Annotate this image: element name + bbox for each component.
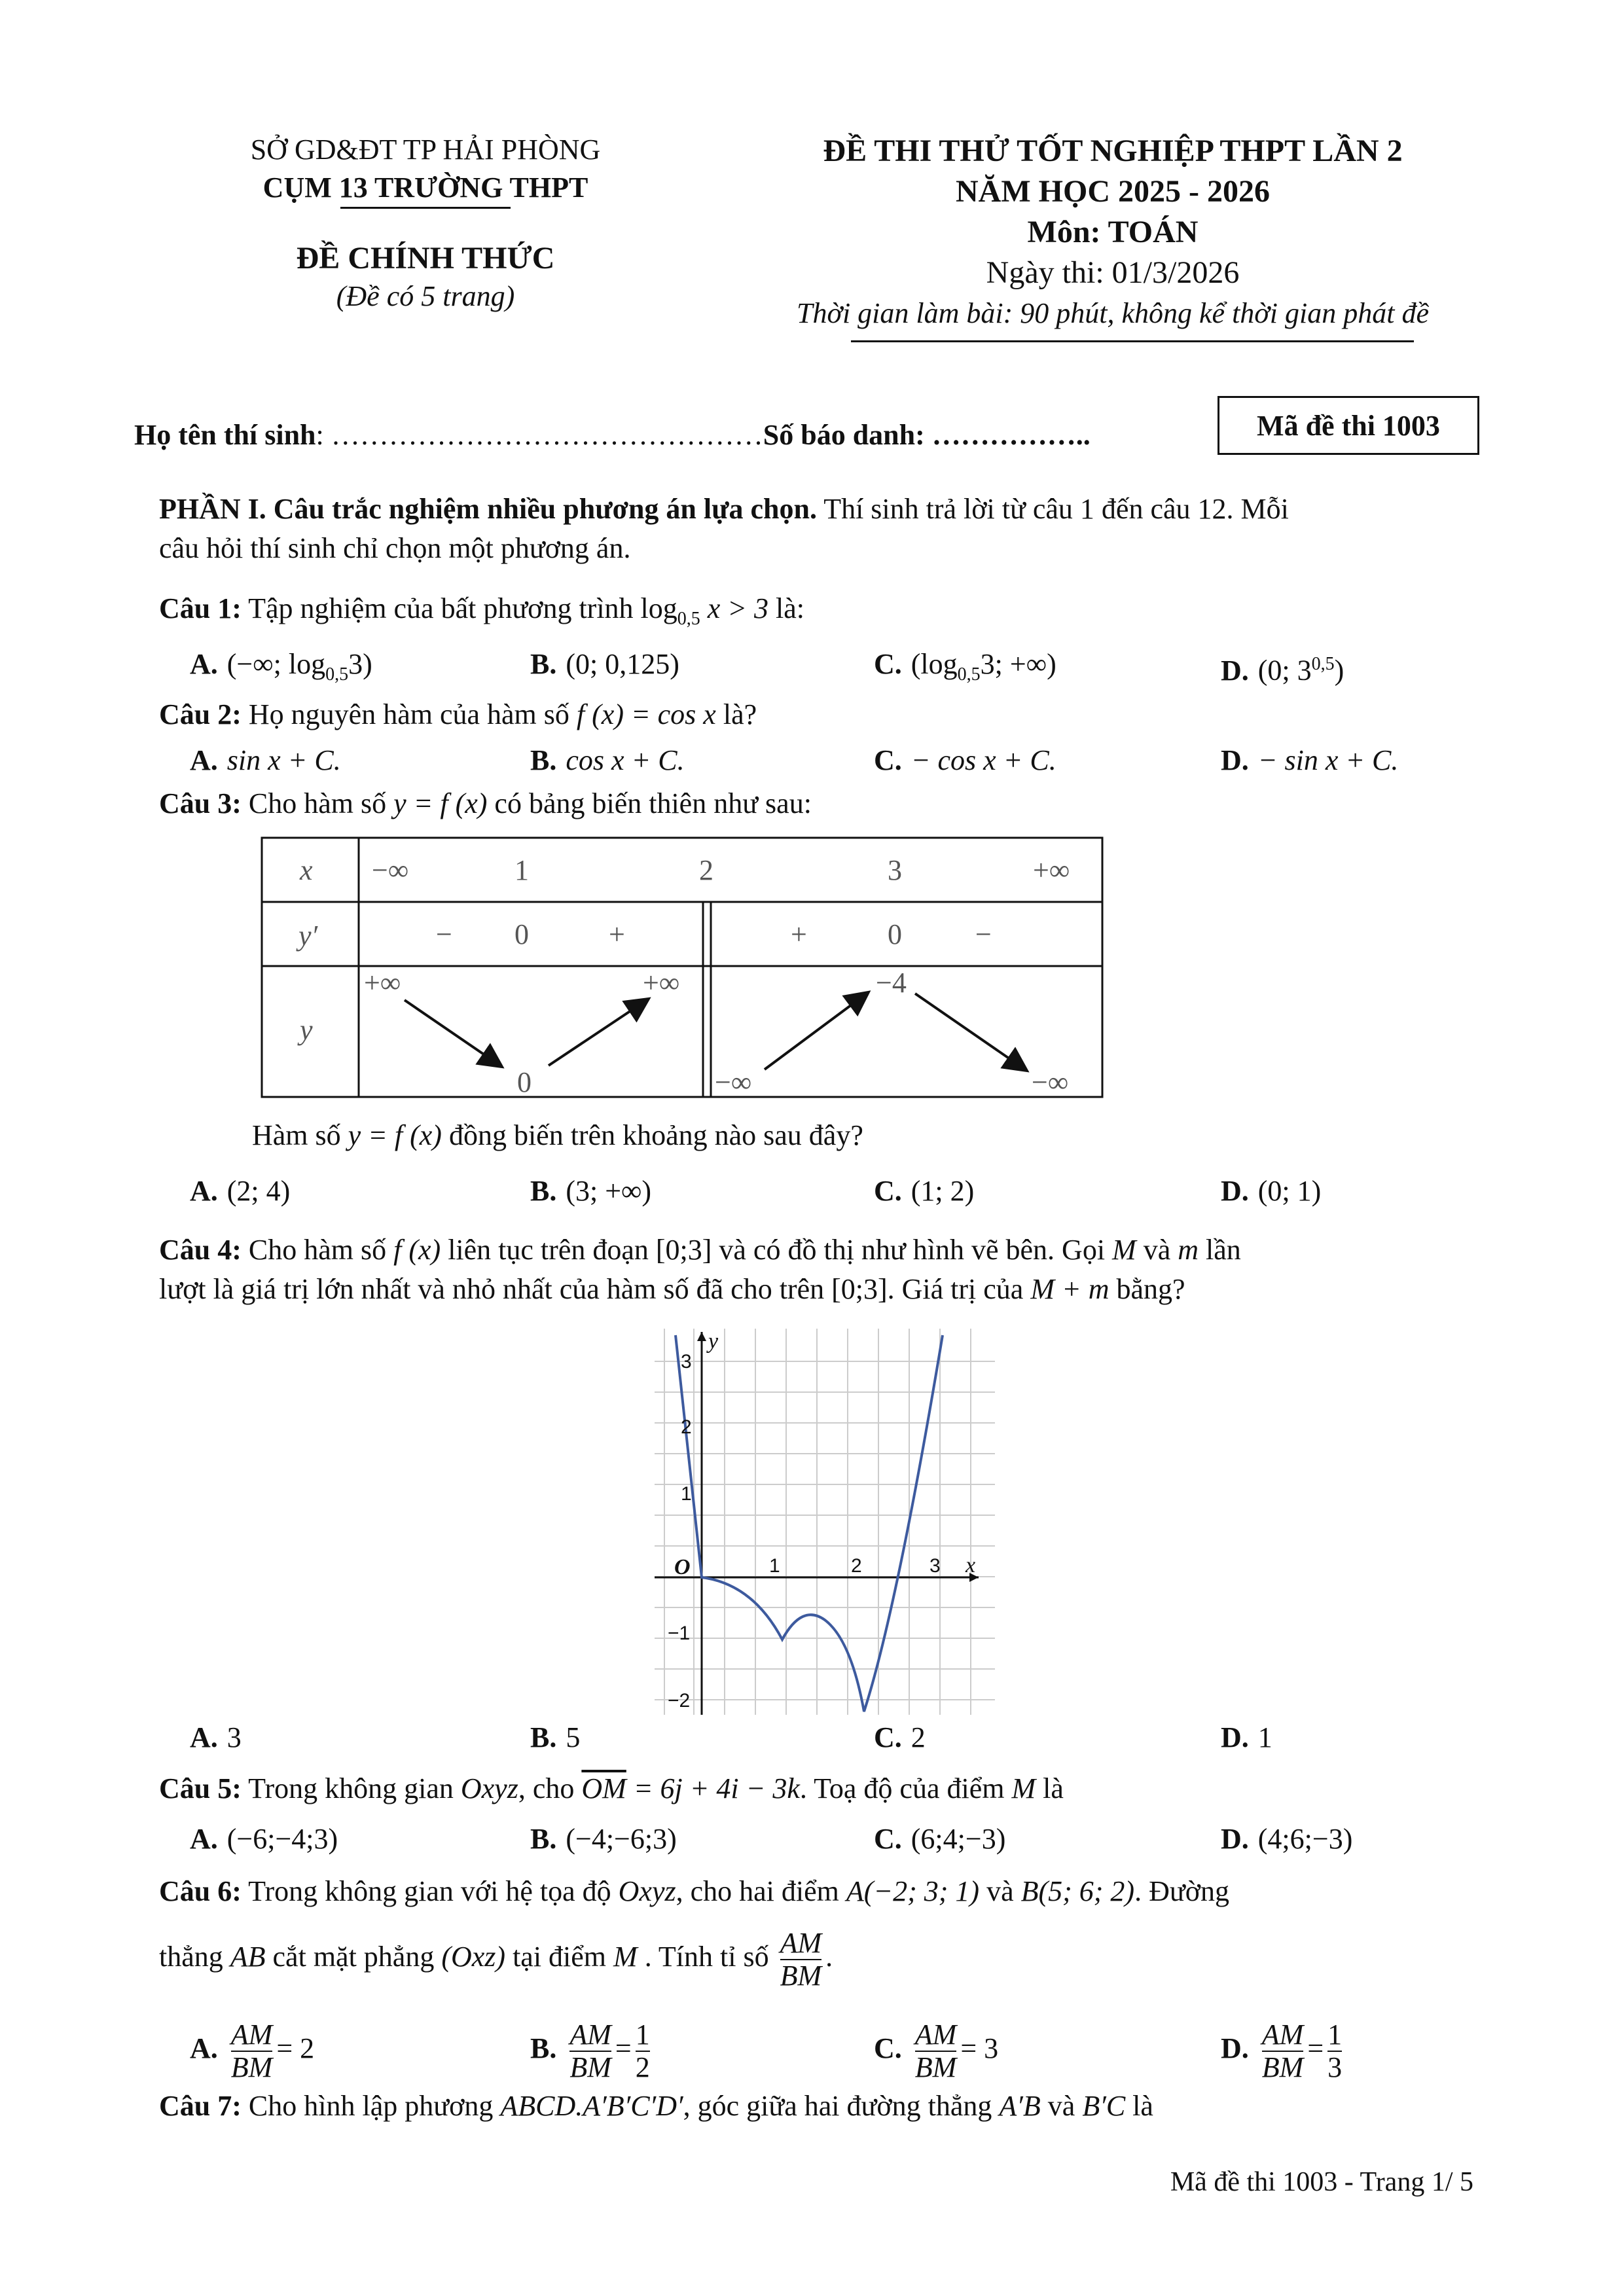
- q6-d-vnum: 1: [1327, 2018, 1343, 2051]
- vt-y-2: +∞: [643, 967, 680, 999]
- q1-a-text: (−∞; log: [226, 648, 326, 680]
- q2-c-text: − cos x + C.: [911, 744, 1056, 776]
- q6-M: M: [613, 1941, 638, 1973]
- q4-a-text: 3: [226, 1721, 242, 1753]
- q6-d-vden: 3: [1327, 2051, 1343, 2083]
- q5-mid: , cho: [518, 1772, 575, 1804]
- q1-tail: là:: [776, 592, 804, 624]
- q3-a-text: (2; 4): [226, 1175, 291, 1207]
- part1-intro-2: câu hỏi thí sinh chỉ chọn một phương án.: [159, 532, 631, 564]
- q1-a-letter: A.: [190, 648, 218, 680]
- q5-b-text: (−4;−6;3): [566, 1823, 677, 1855]
- q3-question-math: y = f (x): [348, 1119, 442, 1151]
- q5-eq: = 6j + 4i − 3k: [633, 1772, 800, 1804]
- q4-l1b: liên tục trên đoạn: [448, 1234, 649, 1266]
- q4-m: m: [1178, 1234, 1199, 1266]
- q6-d-frac: [1262, 2019, 1304, 2083]
- q2-option-d[interactable]: [1221, 741, 1398, 780]
- q1-c-letter: C.: [874, 648, 902, 680]
- q5-tail: . Toạ độ của điểm: [799, 1772, 1005, 1804]
- q7-line2: B′C: [1082, 2090, 1126, 2122]
- q6-ratio-den: BM: [780, 1959, 822, 1992]
- graph-xtick-2: 2: [851, 1555, 862, 1577]
- official-label: ĐỀ CHÍNH THỨC: [296, 241, 555, 276]
- q3-a-letter: A.: [190, 1175, 218, 1207]
- q5-a-letter: A.: [190, 1823, 218, 1855]
- q3-tail: có bảng biến thiên như sau:: [494, 787, 812, 819]
- q1-c-tail: 3; +∞): [980, 648, 1056, 680]
- q4-a-letter: A.: [190, 1721, 218, 1753]
- q1-option-c[interactable]: [874, 645, 1056, 694]
- vt-arrow-up-1: [549, 1000, 647, 1066]
- exam-title: ĐỀ THI THỬ TỐT NGHIỆP THPT LẦN 2: [823, 134, 1403, 168]
- q2-option-b[interactable]: [530, 741, 685, 780]
- q6-stem-2: thẳng AB cắt mặt phẳng (Oxz) tại điểm M . Tính tỉ số $\frac{AM}{BM}$ .: [159, 1926, 833, 1992]
- q1-d-text: (0; 3: [1257, 654, 1312, 687]
- vt-yp-4: 0: [888, 918, 902, 950]
- q3-c-letter: C.: [874, 1175, 902, 1207]
- q6-space: Oxyz: [618, 1875, 676, 1907]
- q6-c-frac: [915, 2019, 957, 2083]
- q3-d-letter: D.: [1221, 1175, 1249, 1207]
- q1-d-tail: ): [1334, 654, 1344, 687]
- q7-mid: , góc giữa hai đường thẳng: [683, 2090, 992, 2122]
- q6-option-c[interactable]: [874, 2016, 998, 2083]
- vt-yp-label: y′: [298, 920, 318, 952]
- q3-label: Câu 3:: [159, 787, 242, 819]
- vt-y-0: +∞: [364, 967, 401, 999]
- q4-c-text: 2: [911, 1721, 926, 1753]
- q6-b-vnum: 1: [635, 2018, 650, 2051]
- candidate-line: [134, 416, 1091, 455]
- page-count-note: (Đề có 5 trang): [336, 280, 515, 312]
- q5-option-b[interactable]: [530, 1820, 677, 1859]
- q7-text: Cho hình lập phương: [248, 2090, 494, 2122]
- q6-c-letter: C.: [874, 2032, 902, 2064]
- q5-c-text: (6;4;−3): [911, 1823, 1006, 1855]
- q4-l2c: bằng?: [1116, 1273, 1185, 1305]
- q3-d-text: (0; 1): [1257, 1175, 1322, 1207]
- q3-b-text: (3; +∞): [566, 1175, 652, 1207]
- q5-text: Trong không gian: [248, 1772, 454, 1804]
- vt-y-3: −4: [876, 967, 907, 999]
- q4-b-text: 5: [566, 1721, 581, 1753]
- q7-line1: A′B: [999, 2090, 1041, 2122]
- q3-question: [252, 1116, 863, 1155]
- graph-ytick-m1: −1: [668, 1623, 691, 1644]
- vt-arrow-down-2: [915, 994, 1025, 1069]
- q2-math: f (x) = cos x: [576, 698, 716, 730]
- q1-option-b[interactable]: [530, 645, 679, 684]
- q6-d-den: BM: [1261, 2051, 1304, 2083]
- q4-l1a: Cho hàm số: [248, 1234, 387, 1266]
- q1-a-tail: 3): [348, 648, 372, 680]
- q6-option-a[interactable]: [190, 2016, 314, 2083]
- q4-b-letter: B.: [530, 1721, 557, 1753]
- vt-yp-3: +: [791, 918, 807, 950]
- q6-stem: [159, 1872, 1488, 1911]
- q3-c-text: (1; 2): [911, 1175, 975, 1207]
- department-name: SỞ GD&ĐT TP HẢI PHÒNG: [250, 134, 601, 166]
- q1-option-a[interactable]: [190, 645, 372, 694]
- q4-M: M: [1112, 1234, 1136, 1266]
- q6-a-den: BM: [230, 2051, 273, 2083]
- q3-question-text: Hàm số: [252, 1119, 341, 1151]
- q7-tail: là: [1132, 2090, 1153, 2122]
- q5-M: M: [1011, 1772, 1036, 1804]
- q6-mid: , cho hai điểm: [676, 1875, 839, 1907]
- graph-ytick-3: 3: [681, 1351, 692, 1372]
- q6-b-letter: B.: [530, 2032, 557, 2064]
- q1-b-letter: B.: [530, 648, 557, 680]
- q3-option-c[interactable]: [874, 1172, 974, 1211]
- y-axis-arrow: [697, 1332, 706, 1341]
- part1-intro: [159, 490, 1488, 568]
- q6-point-b: B(5; 6; 2): [1020, 1875, 1135, 1907]
- part1-intro-1: Thí sinh trả lời từ câu 1 đến câu 12. Mỗi: [817, 493, 1289, 525]
- q6-AB: AB: [230, 1941, 266, 1973]
- q4-option-b[interactable]: [530, 1718, 580, 1757]
- q4-d-text: 1: [1257, 1721, 1272, 1753]
- q6-b-den: BM: [569, 2051, 611, 2083]
- vt-x-label: x: [300, 854, 313, 886]
- q3-b-letter: B.: [530, 1175, 557, 1207]
- q5-option-a[interactable]: [190, 1820, 338, 1859]
- q6-b-vden: 2: [635, 2051, 650, 2083]
- q7-cube: ABCD.A′B′C′D′: [500, 2090, 683, 2122]
- q5-b-letter: B.: [530, 1823, 557, 1855]
- q6-d-value: [1327, 2019, 1342, 2083]
- q4-graph: [655, 1329, 995, 1715]
- subject: Môn: TOÁN: [1027, 215, 1199, 249]
- q1-option-d[interactable]: [1221, 645, 1344, 691]
- page-footer: Mã đề thi 1003 - Trang 1/ 5: [1170, 2167, 1473, 2197]
- q6-c-text: = 3: [960, 2032, 999, 2064]
- candidate-sbd-label: Số báo danh: ……………..: [763, 419, 1091, 451]
- q4-fx: f (x): [393, 1234, 441, 1266]
- q5-a-text: (−6;−4;3): [226, 1823, 338, 1855]
- q7-label: Câu 7:: [159, 2090, 242, 2122]
- part1-title: PHẦN I. Câu trắc nghiệm nhiều phương án lựa chọn.: [159, 493, 817, 525]
- q6-tail: . Đường: [1134, 1875, 1229, 1907]
- q5-option-c[interactable]: [874, 1820, 1005, 1859]
- q3-question-tail: đồng biến trên khoảng nào sau đây?: [448, 1119, 863, 1151]
- header-left-underline: [340, 207, 511, 209]
- graph-xtick-1: 1: [769, 1555, 780, 1577]
- graph-ytick-m2: −2: [668, 1690, 691, 1712]
- q3-option-d[interactable]: [1221, 1172, 1321, 1211]
- q6-c-num: AM: [914, 2018, 957, 2051]
- header-right: [720, 131, 1506, 334]
- q4-segment-2: [0;3]: [831, 1273, 888, 1305]
- q6-a-text: = 2: [276, 2032, 315, 2064]
- candidate-name-dots: : ………………………………………: [316, 419, 763, 451]
- q6-c-den: BM: [914, 2051, 957, 2083]
- q2-b-text: cos x + C.: [566, 744, 685, 776]
- school-year: NĂM HỌC 2025 - 2026: [956, 174, 1270, 209]
- q5-space: Oxyz: [460, 1772, 518, 1804]
- vt-yp-1: 0: [514, 918, 529, 950]
- q1-text: Tập nghiệm của bất phương trình: [248, 592, 634, 624]
- vt-arrow-up-2: [765, 994, 867, 1069]
- q2-a-text: sin x + C.: [226, 744, 341, 776]
- q2-a-letter: A.: [190, 744, 218, 776]
- q4-l1c: và có đồ thị như hình vẽ bên. Gọi: [719, 1234, 1106, 1266]
- q2-stem: [159, 695, 757, 734]
- q5-d-text: (4;6;−3): [1257, 1823, 1353, 1855]
- q6-l2b: cắt mặt phẳng: [272, 1941, 435, 1973]
- q6-option-b[interactable]: B. $\frac{AM}{BM}$ = $\frac{1}{2}$: [530, 2018, 650, 2083]
- graph-y-label: y: [708, 1329, 719, 1354]
- q6-plane: (Oxz): [441, 1941, 506, 1973]
- vt-y-1: 0: [517, 1066, 532, 1098]
- q2-option-a[interactable]: [190, 741, 341, 780]
- q5-vector: $\overline{OM}$: [581, 1772, 626, 1804]
- q6-b-frac: [569, 2019, 611, 2083]
- q4-d-letter: D.: [1221, 1721, 1249, 1753]
- q6-label: Câu 6:: [159, 1875, 242, 1907]
- q5-d-letter: D.: [1221, 1823, 1249, 1855]
- graph-x-label: x: [965, 1553, 976, 1577]
- q5-la: là: [1043, 1772, 1064, 1804]
- q4-label: Câu 4:: [159, 1234, 242, 1266]
- q5-stem: [159, 1769, 1064, 1808]
- q7-va: và: [1047, 2090, 1075, 2122]
- q4-va: và: [1143, 1234, 1171, 1266]
- vt-x-0: −∞: [372, 854, 409, 886]
- q6-point-a: A(−2; 3; 1): [846, 1875, 980, 1907]
- header-right-underline: [851, 340, 1414, 342]
- vt-yp-5: −: [975, 918, 992, 950]
- q6-l2a: thẳng: [159, 1941, 223, 1973]
- vt-x-2: 2: [699, 854, 713, 886]
- q1-c-text: (log: [911, 648, 958, 680]
- q4-l2b: . Giá trị của: [887, 1273, 1024, 1305]
- q6-b-value: [636, 2019, 650, 2083]
- exam-duration: Thời gian làm bài: 90 phút, không kể thời gian phát đề: [796, 297, 1429, 329]
- exam-code-box: Mã đề thi 1003: [1218, 396, 1479, 455]
- q2-tail: là?: [723, 698, 757, 730]
- q6-text: Trong không gian với hệ tọa độ: [248, 1875, 611, 1907]
- q6-d-letter: D.: [1221, 2032, 1249, 2064]
- q2-text: Họ nguyên hàm của hàm số: [248, 698, 569, 730]
- q4-lan: lần: [1206, 1234, 1241, 1266]
- q3-option-b[interactable]: [530, 1172, 651, 1211]
- q6-b-num: AM: [569, 2018, 611, 2051]
- q6-d-num: AM: [1261, 2018, 1304, 2051]
- vt-y-5: −∞: [1032, 1066, 1069, 1098]
- q5-c-letter: C.: [874, 1823, 902, 1855]
- q2-option-c[interactable]: [874, 741, 1056, 780]
- q6-a-frac: [231, 2019, 273, 2083]
- vt-y-label: y: [300, 1014, 313, 1046]
- vt-x-4: +∞: [1033, 854, 1070, 886]
- q1-a-sub: 0,5: [325, 664, 349, 685]
- q3-math: y = f (x): [393, 787, 488, 819]
- q5-label: Câu 5:: [159, 1772, 242, 1804]
- graph-origin: O: [674, 1555, 691, 1579]
- q1-d-letter: D.: [1221, 654, 1249, 687]
- q4-option-c[interactable]: [874, 1718, 926, 1757]
- q2-label: Câu 2:: [159, 698, 242, 730]
- q6-ratio-num: AM: [780, 1926, 822, 1959]
- candidate-name-label: Họ tên thí sinh: [134, 419, 316, 451]
- q2-b-letter: B.: [530, 744, 557, 776]
- q6-l2c: tại điểm: [513, 1941, 607, 1973]
- q4-stem: [159, 1230, 1488, 1309]
- q4-option-a[interactable]: [190, 1718, 242, 1757]
- q7-stem: [159, 2087, 1153, 2126]
- q1-label: Câu 1:: [159, 592, 242, 624]
- q6-l2d: . Tính tỉ số: [644, 1941, 769, 1973]
- graph-xtick-3: 3: [929, 1555, 941, 1577]
- q6-a-num: AM: [230, 2018, 273, 2051]
- q3-text: Cho hàm số: [248, 787, 387, 819]
- cluster-name: CỤM 13 TRƯỜNG THPT: [262, 171, 588, 204]
- vt-x-3: 3: [888, 854, 902, 886]
- q6-va: và: [986, 1875, 1014, 1907]
- graph-ytick-2: 2: [681, 1416, 692, 1438]
- vt-y-4: −∞: [715, 1066, 752, 1098]
- vt-arrow-down-1: [405, 1000, 500, 1066]
- vt-yp-2: +: [609, 918, 625, 950]
- exam-date: Ngày thi: 01/3/2026: [986, 255, 1240, 290]
- q3-stem: [159, 784, 812, 823]
- variation-table: [261, 836, 1105, 1100]
- q4-segment: [0;3]: [655, 1234, 712, 1266]
- q1-b-text: (0; 0,125): [566, 648, 679, 680]
- q1-stem: [159, 589, 804, 639]
- q2-c-letter: C.: [874, 744, 902, 776]
- q3-option-a[interactable]: [190, 1172, 290, 1211]
- q1-log-base: 0,5: [677, 608, 700, 629]
- q2-d-letter: D.: [1221, 744, 1249, 776]
- q5-option-d[interactable]: [1221, 1820, 1352, 1859]
- q1-d-sup: 0,5: [1311, 654, 1335, 674]
- header-left: [196, 131, 655, 315]
- q1-c-sub: 0,5: [957, 664, 981, 685]
- vt-x-1: 1: [514, 854, 529, 886]
- q2-d-text: − sin x + C.: [1257, 744, 1399, 776]
- q4-sum: M + m: [1030, 1273, 1110, 1305]
- q4-l2a: lượt là giá trị lớn nhất và nhỏ nhất của hàm số đã cho trên: [159, 1273, 825, 1305]
- q6-ratio: [780, 1928, 822, 1992]
- q1-ineq: x > 3: [707, 592, 769, 624]
- q6-a-letter: A.: [190, 2032, 218, 2064]
- q4-c-letter: C.: [874, 1721, 902, 1753]
- q6-option-d[interactable]: D. $\frac{AM}{BM}$ = $\frac{1}{3}$: [1221, 2018, 1343, 2083]
- q4-option-d[interactable]: [1221, 1718, 1272, 1757]
- graph-ytick-1: 1: [681, 1483, 692, 1505]
- q1-log: log: [640, 592, 677, 624]
- vt-yp-0: −: [436, 918, 452, 950]
